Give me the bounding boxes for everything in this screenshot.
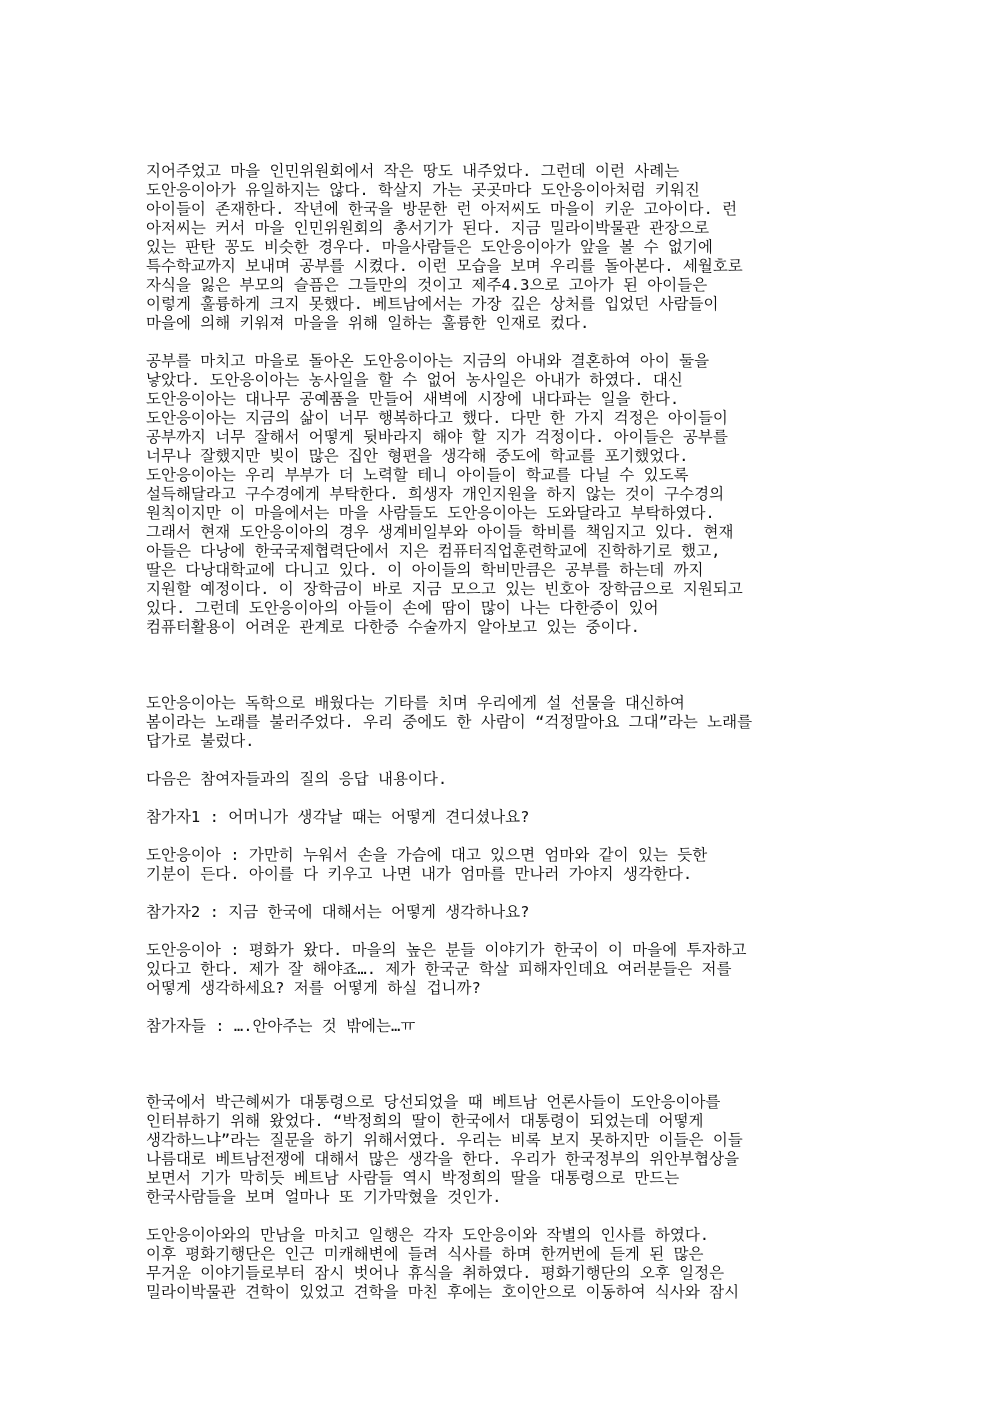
paragraph-gap xyxy=(146,998,858,1017)
text-line: 마을에 의해 키워져 마을을 위해 일하는 훌륭한 인재로 컸다. xyxy=(146,314,590,332)
text-line: 공부까지 너무 잘해서 어떻게 뒷바라지 해야 할 지가 걱정이다. 아이들은 공부를 xyxy=(146,428,728,446)
paragraph-gap xyxy=(146,827,858,846)
text-line: 너무나 잘했지만 빚이 많은 집안 형편을 생각해 중도에 학교를 포기했었다. xyxy=(146,447,689,465)
text-line: 어떻게 생각하세요? 저를 어떻게 하실 겁니까? xyxy=(146,979,481,997)
text-line: 한국에서 박근혜씨가 대통령으로 당선되었을 때 베트남 언론사들이 도안응이아를 xyxy=(146,1093,721,1111)
text-line: 도안응이아는 대나무 공예품을 만들어 새벽에 시장에 내다파는 일을 한다. xyxy=(146,390,680,408)
paragraph-participants-reply xyxy=(146,1017,858,1036)
paragraph-gap xyxy=(146,333,858,352)
text-line: 자식을 잃은 부모의 슬픔은 그들만의 것이고 제주4.3으로 고아가 된 아이들은 xyxy=(146,276,708,294)
text-line: 설득해달라고 구수경에게 부탁한다. 희생자 개인지원을 하지 않는 것이 구수경의 xyxy=(146,485,725,503)
text-line: 지원할 예정이다. 이 장학금이 바로 지금 모으고 있는 빈호아 장학금으로 지원되고 xyxy=(146,580,743,598)
text-line: 도안응이아는 지금의 삶이 너무 행복하다고 했다. 다만 한 가지 걱정은 아이들이 xyxy=(146,409,728,427)
paragraph-qa-intro xyxy=(146,770,858,789)
text-line: 있는 판탄 꽁도 비슷한 경우다. 마을사람들은 도안응이아가 앞을 볼 수 없기에 xyxy=(146,238,713,256)
text-line: 도안응이아 : 평화가 왔다. 마을의 높은 분들 이야기가 한국이 이 마을에 투자하고 xyxy=(146,941,747,959)
paragraph-gap xyxy=(146,789,858,808)
text-line: 보면서 기가 막히듯 베트남 사람들 역시 박정희의 딸을 대통령으로 만드는 xyxy=(146,1169,680,1187)
text-line: 이후 평화기행단은 인근 미캐해변에 들려 식사를 하며 한꺼번에 듣게 된 많은 xyxy=(146,1245,704,1263)
text-line: 도안응이아가 유일하지는 않다. 학살지 가는 곳곳마다 도안응이아처럼 키워진 xyxy=(146,181,700,199)
paragraph-family-life xyxy=(146,352,858,637)
text-line: 참가자들 : ….안아주는 것 밖에는…ㅠ xyxy=(146,1017,416,1035)
text-line: 도안응이아 : 가만히 누워서 손을 가슴에 대고 있으면 엄마와 같이 있는 듯한 xyxy=(146,846,708,864)
text-line: 생각하느냐”라는 질문을 하기 위해서였다. 우리는 비록 보지 못하지만 이들은 이들 xyxy=(146,1131,743,1149)
paragraph-guitar-song xyxy=(146,694,858,751)
paragraph-farewell xyxy=(146,1226,858,1302)
paragraph-question-1 xyxy=(146,808,858,827)
text-line: 한국사람들을 보며 얼마나 또 기가막혔을 것인가. xyxy=(146,1188,502,1206)
text-line: 참가자2 : 지금 한국에 대해서는 어떻게 생각하나요? xyxy=(146,903,530,921)
paragraph-gap xyxy=(146,751,858,770)
text-line: 낳았다. 도안응이아는 농사일을 할 수 없어 농사일은 아내가 하였다. 대신 xyxy=(146,371,683,389)
text-line: 봄이라는 노래를 불러주었다. 우리 중에도 한 사람이 “걱정말아요 그대”라는 노래를 xyxy=(146,713,753,731)
text-line: 있다. 그런데 도안응이아의 아들이 손에 땀이 많이 나는 다한증이 있어 xyxy=(146,599,659,617)
text-line: 인터뷰하기 위해 왔었다. “박정희의 딸이 한국에서 대통령이 되었는데 어떻게 xyxy=(146,1112,704,1130)
text-line: 다음은 참여자들과의 질의 응답 내용이다. xyxy=(146,770,448,788)
document-body xyxy=(146,162,858,1302)
text-line: 딸은 다낭대학교에 다니고 있다. 이 아이들의 학비만큼은 공부를 하는데 까지 xyxy=(146,561,704,579)
text-line: 컴퓨터활용이 어려운 관계로 다한증 수술까지 알아보고 있는 중이다. xyxy=(146,618,640,636)
text-line: 아들은 다낭에 한국국제협력단에서 지은 컴퓨터직업훈련학교에 진학하기로 했고, xyxy=(146,542,721,560)
text-line: 무거운 이야기들로부터 잠시 벗어나 휴식을 취하였다. 평화기행단의 오후 일정은 xyxy=(146,1264,725,1282)
text-line: 공부를 마치고 마을로 돌아온 도안응이아는 지금의 아내와 결혼하여 아이 둘을 xyxy=(146,352,710,370)
paragraph-orphan-story xyxy=(146,162,858,333)
paragraph-gap xyxy=(146,637,858,694)
paragraph-media-interview xyxy=(146,1093,858,1207)
text-line: 기분이 든다. 아이를 다 키우고 나면 내가 엄마를 만나러 가야지 생각한다. xyxy=(146,865,693,883)
paragraph-answer-1 xyxy=(146,846,858,884)
paragraph-question-2 xyxy=(146,903,858,922)
paragraph-gap xyxy=(146,922,858,941)
text-line: 있다고 한다. 제가 잘 해야죠…. 제가 한국군 학살 피해자인데요 여러분들은 저를 xyxy=(146,960,732,978)
text-line: 참가자1 : 어머니가 생각날 때는 어떻게 견디셨나요? xyxy=(146,808,530,826)
text-line: 답가로 불렀다. xyxy=(146,732,255,750)
text-line: 지어주었고 마을 인민위원회에서 작은 땅도 내주었다. 그런데 이런 사례는 xyxy=(146,162,680,180)
text-line: 특수학교까지 보내며 공부를 시켰다. 이런 모습을 보며 우리를 돌아본다. 세월호로 xyxy=(146,257,743,275)
text-line: 도안응이아와의 만남을 마치고 일행은 각자 도안응이와 작별의 인사를 하였다. xyxy=(146,1226,710,1244)
paragraph-answer-2 xyxy=(146,941,858,998)
text-line: 도안응이아는 독학으로 배웠다는 기타를 치며 우리에게 설 선물을 대신하여 xyxy=(146,694,685,712)
text-line: 아저씨는 커서 마을 인민위원회의 총서기가 된다. 지금 밀라이박물관 관장으로 xyxy=(146,219,710,237)
paragraph-gap xyxy=(146,1036,858,1093)
paragraph-gap xyxy=(146,884,858,903)
text-line: 이렇게 훌륭하게 크지 못했다. 베트남에서는 가장 깊은 상처를 입었던 사람들이 xyxy=(146,295,719,313)
text-line: 그래서 현재 도안응이아의 경우 생계비일부와 아이들 학비를 책임지고 있다. 현재 xyxy=(146,523,734,541)
text-line: 도안응이아는 우리 부부가 더 노력할 테니 아이들이 학교를 다닐 수 있도록 xyxy=(146,466,689,484)
text-line: 원칙이지만 이 마을에서는 마을 사람들도 도안응이아는 도와달라고 부탁하였다. xyxy=(146,504,715,522)
text-line: 나름대로 베트남전쟁에 대해서 많은 생각을 한다. 우리가 한국정부의 위안부협상을 xyxy=(146,1150,740,1168)
text-line: 밀라이박물관 견학이 있었고 견학을 마친 후에는 호이안으로 이동하여 식사와 잠시 xyxy=(146,1283,740,1301)
text-line: 아이들이 존재한다. 작년에 한국을 방문한 런 아저씨도 마을이 키운 고아이다. 런 xyxy=(146,200,738,218)
paragraph-gap xyxy=(146,1207,858,1226)
